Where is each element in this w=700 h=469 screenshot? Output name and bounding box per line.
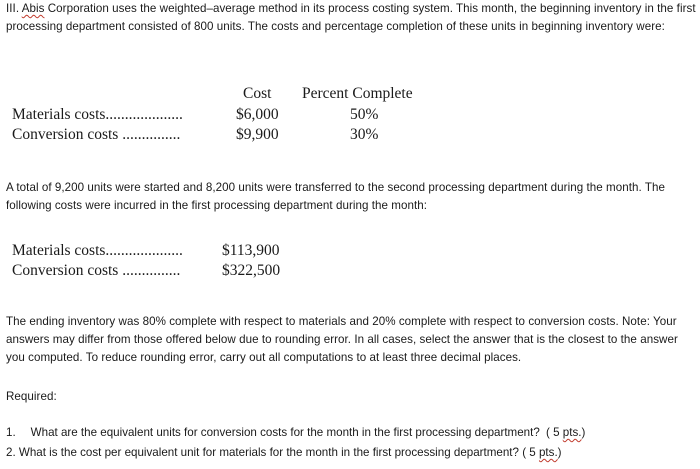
points-open: ( 5 xyxy=(522,446,539,459)
intro-text: Corporation uses the weighted–average method in its process costing system. This month, the beginning inventory in the first processing department consisted of 800 units. The costs and percentage completion of these units in beginning inventory were: xyxy=(6,2,696,33)
percent-complete-header: Percent Complete xyxy=(302,85,413,102)
row-cost: $6,000 xyxy=(236,106,279,123)
units-paragraph: A total of 9,200 units were started and 8,200 units were transferred to the second processing department during the month. The following costs were incurred in the first processing department during the month: xyxy=(6,181,665,212)
points-close: ) xyxy=(557,446,562,459)
question-number: 1. xyxy=(6,426,16,439)
cost-header: Cost xyxy=(243,85,272,102)
question-number: 2. xyxy=(6,446,16,459)
question-text: What is the cost per equivalent unit for materials for the month in the first processing department? xyxy=(18,446,519,459)
points-word: pts. xyxy=(538,446,558,459)
row-cost: $113,900 xyxy=(222,242,280,259)
intro-paragraph xyxy=(6,0,696,36)
question-1 xyxy=(6,424,585,442)
row-percent: 50% xyxy=(350,106,379,123)
required-label: Required: xyxy=(6,390,57,403)
row-label: Conversion costs ............... xyxy=(12,262,181,279)
points-open: ( 5 xyxy=(546,426,563,439)
row-cost: $9,900 xyxy=(236,126,279,143)
question-2 xyxy=(6,444,562,462)
question-text: What are the equivalent units for conversion costs for the month in the first processing department? xyxy=(30,426,540,439)
company-name: Abis xyxy=(21,2,45,15)
row-label: Materials costs.................... xyxy=(12,242,183,259)
row-cost: $322,500 xyxy=(222,262,281,279)
points-word: pts. xyxy=(562,426,582,439)
ending-inventory-paragraph: The ending inventory was 80% complete with respect to materials and 20% complete with respect to conversion costs. Note: Your answers may differ from those offered below due to rounding error. In all cases, select the answer that is the closest to the answer you computed. To reduce rounding error, carry out all computations to at least three decimal places. xyxy=(6,315,678,364)
section-number: III. xyxy=(6,2,22,15)
points-close: ) xyxy=(581,426,586,439)
row-percent: 30% xyxy=(350,126,379,143)
row-label: Materials costs.................... xyxy=(12,106,183,123)
row-label: Conversion costs ............... xyxy=(12,126,181,143)
